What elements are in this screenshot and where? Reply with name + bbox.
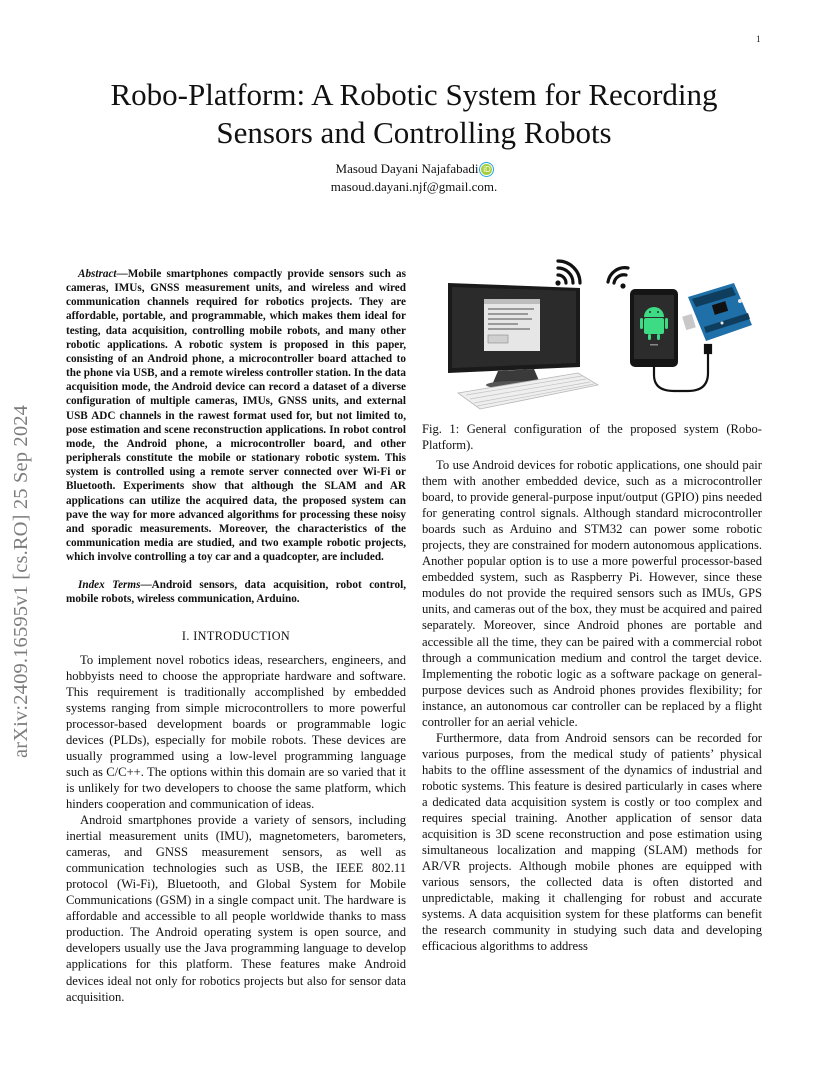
index-terms-lead: Index Terms <box>78 579 141 592</box>
orcid-icon[interactable]: iD <box>483 165 491 174</box>
right-paragraph-2: Furthermore, data from Android sensors can be recorded for various purposes, from the medical study of patients’ physical habits to the offline assessment of the dynamics of industrial and robotic systems. This feature is desired particularly in cases where a dedicated data acquisition system is costly or too complex and requires special training. Another application of sensor data acquisition is 3D scene reconstruction and pose estimation using simultaneous localization and mapping (SLAM) methods for AR/VR projects. Although mobile phones are equipped with various sensors, the collected data is often distorted and unpredictable, making it challenging for robust and accurate systems. A data acquisition system for these platforms can benefit the research community in studying such data and developing efficacious algorithms to address <box>422 730 762 954</box>
arxiv-stamp[interactable]: arXiv:2409.16595v1 [cs.RO] 25 Sep 2024 <box>10 404 32 758</box>
intro-paragraph-1: To implement novel robotics ideas, researchers, engineers, and hobbyists need to choose the appropriate hardware and software. This requirement is traditionally accomplished by embedded systems ranging from simple microcontrollers to more powerful processor-based development boards or programmable logic devices (PLDs), especially for mobile robots. These devices are usually programmed using a low-level programming language such as C/C++. The options within this domain are so varied that it is unlikely for two developers to choose the same platform, which hinders cooperation and communication of ideas. <box>66 652 406 812</box>
monitor-icon <box>448 283 580 389</box>
paper-title <box>66 76 762 152</box>
wifi-signal-icon <box>608 268 628 289</box>
right-paragraph-1: To use Android devices for robotic applications, one should pair them with another embedded device, such as a microcontroller board, to provide general-purpose input/output (GPIO) pins needed for generating control signals. Although standard microcontroller boards such as Arduino and STM32 can power some robotic projects, they are constrained for modern autonomous applications. Another popular option is to use a more powerful processor-based embedded system, such as Raspberry Pi. However, since these modules do not provide the required sensors such as IMUs, GPS units, and cameras out of the box, they must be acquired and paired separately. Moreover, since Android phones are portable and accessible all the time, they can be paired with a commercial robot through a communication medium and control the target device. Implementing the robotic logic as a software package on general-purpose devices such as Android phones provides flexibility; for instance, an autonomous car controller can be replaced by a flight controller for an aerial vehicle. <box>422 458 762 729</box>
arduino-board-icon <box>682 283 752 341</box>
author-email[interactable]: masoud.dayani.njf@gmail.com. <box>330 179 498 194</box>
right-column <box>422 255 762 954</box>
android-phone-icon <box>630 289 678 367</box>
left-column <box>66 267 406 1005</box>
wifi-signal-icon <box>555 261 580 286</box>
title-line-2: Sensors and Controlling Robots <box>216 115 612 150</box>
figure-1 <box>422 255 762 452</box>
index-terms-text: —Android sensors, data acquisition, robot control, mobile robots, wireless communication, Arduino. <box>66 579 406 606</box>
title-line-1: Robo-Platform: A Robotic System for Recording <box>110 77 718 112</box>
abstract-lead: Abstract <box>78 268 117 280</box>
abstract-text: —Mobile smartphones compactly provide sensors such as cameras, IMUs, GNSS measurement units, and wireless and wired communication channels required for robotics projects. They are affordable, portable, and programmable, which makes them ideal for testing, data acquisition, controlling mobile robots, and many other robotic applications. A robotic system is proposed in this paper, consisting of an Android phone, a microcontroller board attached to the phone via USB, and a remote wireless controller station. In the data acquisition mode, the Android device can record a dataset of a diverse configuration of multiple cameras, IMUs, GNSS units, and external USB ADC channels in the rawest format used for, but not limited to, pose estimation and scene reconstruction applications. In robot control mode, the Android phone, a microcontroller board, and other peripherals constitute the mobile or stationary robotic system. This system is controlled using a remote server connected over Wi-Fi or Bluetooth. Experiments show that although the SLAM and AR applications can utilize the acquired data, the proposed system can pave the way for more advanced algorithms for processing these noisy and sporadic measurements. Moreover, the characteristics of the communication media are studied, and two example robotic projects, which involve controlling a toy car and a quadcopter, are included. <box>66 268 406 564</box>
abstract <box>66 267 406 564</box>
figure-caption: Fig. 1: General configuration of the proposed system (Robo-Platform). <box>422 422 762 452</box>
section-heading-introduction: I. INTRODUCTION <box>181 628 291 643</box>
index-terms <box>66 578 406 606</box>
author-line <box>66 160 762 178</box>
intro-paragraph-2: Android smartphones provide a variety of sensors, including inertial measurement units (IMU), magnetometers, barometers, cameras, and GNSS measurement sensors, as well as communication technologies such as USB, the IEEE 802.11 protocol (Wi-Fi), Bluetooth, and Global System for Mobile Communications (GSM) in a single compact unit. The hardware is affordable and accessible to all people worldwide thanks to mass production. The Android operating system is open source, and developers usually use the Java programming language to develop applications for this platform. These features make Android devices ideal not only for robotics projects but also for sensor data acquisition. <box>66 813 406 1004</box>
page-number: 1 <box>756 34 761 44</box>
author-block <box>66 160 762 196</box>
system-diagram <box>422 255 762 413</box>
author-name: Masoud Dayani Najafabadi <box>335 161 479 176</box>
